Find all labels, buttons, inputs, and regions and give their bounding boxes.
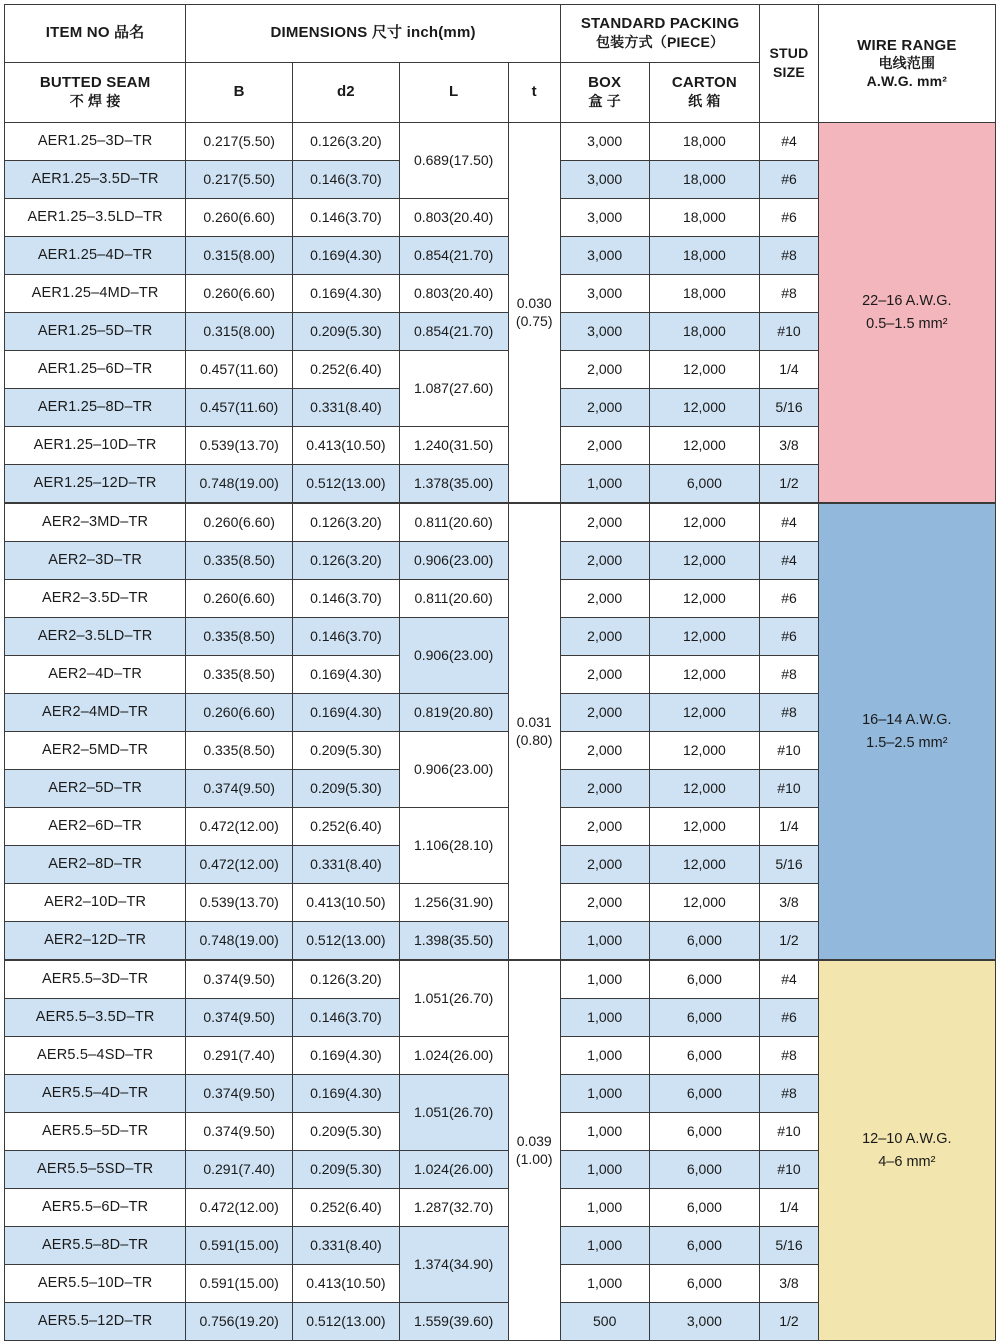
cell-dimension-l: 0.803(20.40) xyxy=(399,275,508,313)
cell-item-no: AER1.25–3D–TR xyxy=(5,123,186,161)
header-b: B xyxy=(186,63,293,123)
cell-item-no: AER5.5–5D–TR xyxy=(5,1113,186,1151)
table-row xyxy=(5,503,996,542)
cell-packing-box: 2,000 xyxy=(560,389,649,427)
cell-dimension-d2: 0.209(5.30) xyxy=(293,313,400,351)
cell-item-no: AER5.5–3D–TR xyxy=(5,960,186,999)
cell-packing-box: 2,000 xyxy=(560,351,649,389)
cell-dimension-l: 0.811(20.60) xyxy=(399,580,508,618)
cell-dimension-d2: 0.512(13.00) xyxy=(293,922,400,961)
cell-item-no: AER5.5–4SD–TR xyxy=(5,1037,186,1075)
cell-packing-box: 1,000 xyxy=(560,922,649,961)
cell-dimension-l: 1.087(27.60) xyxy=(399,351,508,427)
header-box-line2: 盒 子 xyxy=(588,93,621,110)
cell-packing-carton: 18,000 xyxy=(649,275,760,313)
cell-packing-box: 500 xyxy=(560,1303,649,1341)
header-butted-seam xyxy=(5,63,186,123)
cell-packing-box: 1,000 xyxy=(560,1189,649,1227)
cell-stud-size: #6 xyxy=(760,618,818,656)
cell-dimension-b: 0.260(6.60) xyxy=(186,580,293,618)
cell-packing-carton: 6,000 xyxy=(649,1037,760,1075)
cell-dimension-d2: 0.146(3.70) xyxy=(293,580,400,618)
header-carton xyxy=(649,63,760,123)
cell-item-no: AER2–8D–TR xyxy=(5,846,186,884)
cell-dimension-d2: 0.126(3.20) xyxy=(293,503,400,542)
cell-item-no: AER1.25–10D–TR xyxy=(5,427,186,465)
cell-dimension-d2: 0.126(3.20) xyxy=(293,542,400,580)
cell-dimension-l: 1.559(39.60) xyxy=(399,1303,508,1341)
header-d2: d2 xyxy=(293,63,400,123)
cell-packing-box: 1,000 xyxy=(560,999,649,1037)
cell-dimension-d2: 0.169(4.30) xyxy=(293,275,400,313)
cell-packing-box: 2,000 xyxy=(560,732,649,770)
cell-packing-carton: 12,000 xyxy=(649,884,760,922)
cell-packing-box: 1,000 xyxy=(560,1151,649,1189)
cell-dimension-b: 0.335(8.50) xyxy=(186,618,293,656)
cell-dimension-d2: 0.252(6.40) xyxy=(293,808,400,846)
cell-packing-carton: 6,000 xyxy=(649,1265,760,1303)
cell-dimension-b: 0.472(12.00) xyxy=(186,1189,293,1227)
cell-stud-size: #6 xyxy=(760,199,818,237)
header-box-line1: BOX xyxy=(588,74,622,92)
cell-stud-size: #4 xyxy=(760,503,818,542)
cell-packing-carton: 12,000 xyxy=(649,618,760,656)
cell-dimension-d2: 0.331(8.40) xyxy=(293,1227,400,1265)
cell-packing-carton: 12,000 xyxy=(649,503,760,542)
cell-item-no: AER1.25–3.5LD–TR xyxy=(5,199,186,237)
cell-packing-carton: 12,000 xyxy=(649,427,760,465)
cell-dimension-d2: 0.209(5.30) xyxy=(293,770,400,808)
cell-dimension-d2: 0.209(5.30) xyxy=(293,732,400,770)
cell-packing-carton: 12,000 xyxy=(649,656,760,694)
cell-packing-box: 2,000 xyxy=(560,542,649,580)
table-body xyxy=(5,123,996,1341)
cell-dimension-d2: 0.331(8.40) xyxy=(293,846,400,884)
cell-stud-size: #8 xyxy=(760,1075,818,1113)
header-butted-line1: BUTTED SEAM xyxy=(39,74,151,92)
cell-dimension-b: 0.748(19.00) xyxy=(186,465,293,504)
cell-dimension-b: 0.539(13.70) xyxy=(186,884,293,922)
cell-packing-carton: 18,000 xyxy=(649,313,760,351)
cell-dimension-l: 0.854(21.70) xyxy=(399,313,508,351)
cell-dimension-l: 1.051(26.70) xyxy=(399,1075,508,1151)
cell-item-no: AER2–4D–TR xyxy=(5,656,186,694)
table-row xyxy=(5,960,996,999)
cell-dimension-b: 0.260(6.60) xyxy=(186,275,293,313)
header-butted-line2: 不 焊 接 xyxy=(69,93,121,110)
cell-dimension-d2: 0.169(4.30) xyxy=(293,237,400,275)
cell-packing-box: 1,000 xyxy=(560,1037,649,1075)
cell-dimension-b: 0.472(12.00) xyxy=(186,846,293,884)
cell-dimension-l: 1.024(26.00) xyxy=(399,1151,508,1189)
header-wire-range xyxy=(818,5,995,123)
header-carton-line1: CARTON xyxy=(671,74,737,92)
cell-packing-carton: 6,000 xyxy=(649,465,760,504)
cell-stud-size: #8 xyxy=(760,1037,818,1075)
cell-dimension-d2: 0.146(3.70) xyxy=(293,161,400,199)
header-wire-line1: WIRE RANGE xyxy=(857,36,957,54)
cell-dimension-d2: 0.331(8.40) xyxy=(293,389,400,427)
cell-dimension-l: 1.256(31.90) xyxy=(399,884,508,922)
header-box xyxy=(560,63,649,123)
cell-item-no: AER1.25–12D–TR xyxy=(5,465,186,504)
cell-packing-carton: 12,000 xyxy=(649,351,760,389)
cell-dimension-l: 0.811(20.60) xyxy=(399,503,508,542)
cell-packing-carton: 12,000 xyxy=(649,580,760,618)
cell-dimension-d2: 0.512(13.00) xyxy=(293,465,400,504)
cell-dimension-d2: 0.126(3.20) xyxy=(293,123,400,161)
header-standard-packing xyxy=(560,5,759,63)
cell-dimension-b: 0.591(15.00) xyxy=(186,1227,293,1265)
cell-dimension-d2: 0.146(3.70) xyxy=(293,199,400,237)
cell-packing-box: 3,000 xyxy=(560,161,649,199)
cell-packing-carton: 6,000 xyxy=(649,1113,760,1151)
cell-packing-carton: 6,000 xyxy=(649,1151,760,1189)
cell-dimension-b: 0.315(8.00) xyxy=(186,313,293,351)
cell-dimension-b: 0.374(9.50) xyxy=(186,1113,293,1151)
cell-packing-box: 2,000 xyxy=(560,580,649,618)
cell-dimension-l: 0.906(23.00) xyxy=(399,542,508,580)
cell-packing-carton: 6,000 xyxy=(649,999,760,1037)
cell-dimension-b: 0.539(13.70) xyxy=(186,427,293,465)
cell-packing-carton: 12,000 xyxy=(649,846,760,884)
cell-dimension-b: 0.457(11.60) xyxy=(186,351,293,389)
header-stud-line2: SIZE xyxy=(773,63,805,80)
cell-dimension-d2: 0.146(3.70) xyxy=(293,999,400,1037)
cell-item-no: AER2–4MD–TR xyxy=(5,694,186,732)
cell-item-no: AER5.5–10D–TR xyxy=(5,1265,186,1303)
cell-packing-carton: 12,000 xyxy=(649,542,760,580)
cell-packing-box: 2,000 xyxy=(560,427,649,465)
cell-dimension-b: 0.260(6.60) xyxy=(186,694,293,732)
cell-wire-range: 22–16 A.W.G. 0.5–1.5 mm² xyxy=(818,123,995,504)
cell-dimension-d2: 0.209(5.30) xyxy=(293,1113,400,1151)
cell-dimension-l: 1.051(26.70) xyxy=(399,960,508,1037)
cell-dimension-b: 0.335(8.50) xyxy=(186,542,293,580)
header-wire-line3: A.W.G. mm² xyxy=(866,72,948,89)
cell-packing-carton: 12,000 xyxy=(649,389,760,427)
cell-dimension-l: 1.378(35.00) xyxy=(399,465,508,504)
cell-dimension-d2: 0.413(10.50) xyxy=(293,884,400,922)
header-l: L xyxy=(399,63,508,123)
header-item-no: ITEM NO 品名 xyxy=(5,5,186,63)
table-row xyxy=(5,123,996,161)
cell-packing-box: 2,000 xyxy=(560,503,649,542)
cell-packing-box: 1,000 xyxy=(560,1227,649,1265)
cell-item-no: AER1.25–4MD–TR xyxy=(5,275,186,313)
cell-packing-box: 1,000 xyxy=(560,1075,649,1113)
cell-dimension-l: 1.240(31.50) xyxy=(399,427,508,465)
header-dimensions: DIMENSIONS 尺寸 inch(mm) xyxy=(186,5,561,63)
cell-item-no: AER5.5–3.5D–TR xyxy=(5,999,186,1037)
cell-stud-size: 1/2 xyxy=(760,1303,818,1341)
cell-thickness-t: 0.039 (1.00) xyxy=(508,960,560,1341)
cell-item-no: AER5.5–5SD–TR xyxy=(5,1151,186,1189)
cell-dimension-l: 0.689(17.50) xyxy=(399,123,508,199)
cell-dimension-b: 0.217(5.50) xyxy=(186,123,293,161)
cell-packing-box: 3,000 xyxy=(560,237,649,275)
cell-dimension-l: 1.374(34.90) xyxy=(399,1227,508,1303)
cell-packing-carton: 6,000 xyxy=(649,922,760,961)
cell-dimension-d2: 0.146(3.70) xyxy=(293,618,400,656)
cell-packing-carton: 18,000 xyxy=(649,123,760,161)
cell-packing-box: 2,000 xyxy=(560,770,649,808)
cell-packing-carton: 12,000 xyxy=(649,732,760,770)
cell-dimension-d2: 0.252(6.40) xyxy=(293,351,400,389)
cell-packing-box: 3,000 xyxy=(560,313,649,351)
cell-stud-size: #10 xyxy=(760,1151,818,1189)
cell-stud-size: 1/2 xyxy=(760,922,818,961)
cell-stud-size: #10 xyxy=(760,313,818,351)
cell-stud-size: #6 xyxy=(760,580,818,618)
cell-dimension-l: 0.803(20.40) xyxy=(399,199,508,237)
cell-item-no: AER1.25–6D–TR xyxy=(5,351,186,389)
cell-dimension-d2: 0.252(6.40) xyxy=(293,1189,400,1227)
cell-stud-size: #4 xyxy=(760,123,818,161)
cell-item-no: AER2–5MD–TR xyxy=(5,732,186,770)
cell-dimension-b: 0.457(11.60) xyxy=(186,389,293,427)
cell-stud-size: 5/16 xyxy=(760,1227,818,1265)
cell-stud-size: #4 xyxy=(760,960,818,999)
cell-dimension-b: 0.374(9.50) xyxy=(186,1075,293,1113)
cell-packing-carton: 6,000 xyxy=(649,1227,760,1265)
cell-thickness-t: 0.030 (0.75) xyxy=(508,123,560,504)
cell-packing-box: 2,000 xyxy=(560,656,649,694)
cell-packing-carton: 12,000 xyxy=(649,694,760,732)
cell-dimension-l: 1.398(35.50) xyxy=(399,922,508,961)
cell-stud-size: 3/8 xyxy=(760,1265,818,1303)
cell-dimension-d2: 0.413(10.50) xyxy=(293,1265,400,1303)
cell-dimension-l: 1.106(28.10) xyxy=(399,808,508,884)
cell-packing-box: 3,000 xyxy=(560,123,649,161)
cell-packing-box: 2,000 xyxy=(560,618,649,656)
cell-stud-size: #8 xyxy=(760,694,818,732)
header-packing-line2: 包装方式（PIECE） xyxy=(595,34,725,51)
cell-packing-box: 2,000 xyxy=(560,884,649,922)
header-packing-line1: STANDARD PACKING xyxy=(580,15,740,33)
cell-stud-size: #6 xyxy=(760,161,818,199)
cell-dimension-b: 0.748(19.00) xyxy=(186,922,293,961)
cell-packing-carton: 18,000 xyxy=(649,161,760,199)
cell-packing-box: 2,000 xyxy=(560,846,649,884)
cell-packing-carton: 12,000 xyxy=(649,808,760,846)
cell-dimension-d2: 0.512(13.00) xyxy=(293,1303,400,1341)
cell-packing-box: 2,000 xyxy=(560,808,649,846)
cell-dimension-l: 0.906(23.00) xyxy=(399,732,508,808)
cell-dimension-d2: 0.209(5.30) xyxy=(293,1151,400,1189)
cell-stud-size: #10 xyxy=(760,1113,818,1151)
cell-dimension-l: 1.287(32.70) xyxy=(399,1189,508,1227)
cell-item-no: AER5.5–12D–TR xyxy=(5,1303,186,1341)
cell-packing-box: 1,000 xyxy=(560,465,649,504)
cell-packing-carton: 6,000 xyxy=(649,1189,760,1227)
cell-packing-box: 3,000 xyxy=(560,199,649,237)
cell-stud-size: 5/16 xyxy=(760,846,818,884)
cell-stud-size: 1/4 xyxy=(760,351,818,389)
cell-item-no: AER1.25–5D–TR xyxy=(5,313,186,351)
cell-dimension-l: 1.024(26.00) xyxy=(399,1037,508,1075)
table-header xyxy=(5,5,996,123)
cell-item-no: AER5.5–8D–TR xyxy=(5,1227,186,1265)
cell-dimension-b: 0.315(8.00) xyxy=(186,237,293,275)
cell-packing-box: 1,000 xyxy=(560,960,649,999)
cell-dimension-b: 0.217(5.50) xyxy=(186,161,293,199)
cell-stud-size: 1/4 xyxy=(760,808,818,846)
cell-thickness-t: 0.031 (0.80) xyxy=(508,503,560,960)
cell-stud-size: #8 xyxy=(760,656,818,694)
cell-dimension-d2: 0.169(4.30) xyxy=(293,694,400,732)
cell-stud-size: 1/2 xyxy=(760,465,818,504)
cell-wire-range: 16–14 A.W.G. 1.5–2.5 mm² xyxy=(818,503,995,960)
cell-item-no: AER2–6D–TR xyxy=(5,808,186,846)
cell-dimension-b: 0.374(9.50) xyxy=(186,770,293,808)
cell-item-no: AER2–5D–TR xyxy=(5,770,186,808)
cell-dimension-l: 0.819(20.80) xyxy=(399,694,508,732)
header-stud-line1: STUD xyxy=(769,44,809,61)
cell-item-no: AER5.5–4D–TR xyxy=(5,1075,186,1113)
cell-dimension-b: 0.374(9.50) xyxy=(186,999,293,1037)
cell-dimension-l: 0.854(21.70) xyxy=(399,237,508,275)
cell-item-no: AER2–3.5LD–TR xyxy=(5,618,186,656)
cell-item-no: AER2–12D–TR xyxy=(5,922,186,961)
cell-packing-box: 1,000 xyxy=(560,1113,649,1151)
cell-item-no: AER2–3MD–TR xyxy=(5,503,186,542)
cell-packing-carton: 6,000 xyxy=(649,1075,760,1113)
header-wire-line2: 电线范围 xyxy=(878,55,936,72)
cell-packing-carton: 18,000 xyxy=(649,237,760,275)
cell-dimension-d2: 0.169(4.30) xyxy=(293,1037,400,1075)
cell-packing-box: 2,000 xyxy=(560,694,649,732)
cell-packing-box: 1,000 xyxy=(560,1265,649,1303)
cell-packing-carton: 12,000 xyxy=(649,770,760,808)
cell-dimension-d2: 0.413(10.50) xyxy=(293,427,400,465)
terminal-spec-table xyxy=(4,4,996,1341)
cell-dimension-b: 0.260(6.60) xyxy=(186,503,293,542)
cell-dimension-d2: 0.169(4.30) xyxy=(293,656,400,694)
cell-dimension-l: 0.906(23.00) xyxy=(399,618,508,694)
header-t: t xyxy=(508,63,560,123)
cell-packing-box: 3,000 xyxy=(560,275,649,313)
cell-packing-carton: 3,000 xyxy=(649,1303,760,1341)
cell-stud-size: #4 xyxy=(760,542,818,580)
header-carton-line2: 纸 箱 xyxy=(688,93,721,110)
cell-stud-size: #10 xyxy=(760,732,818,770)
cell-dimension-b: 0.591(15.00) xyxy=(186,1265,293,1303)
cell-item-no: AER2–3.5D–TR xyxy=(5,580,186,618)
cell-stud-size: #6 xyxy=(760,999,818,1037)
cell-wire-range: 12–10 A.W.G. 4–6 mm² xyxy=(818,960,995,1341)
cell-stud-size: #8 xyxy=(760,275,818,313)
cell-dimension-b: 0.291(7.40) xyxy=(186,1151,293,1189)
cell-item-no: AER2–10D–TR xyxy=(5,884,186,922)
cell-item-no: AER2–3D–TR xyxy=(5,542,186,580)
cell-packing-carton: 18,000 xyxy=(649,199,760,237)
cell-stud-size: #10 xyxy=(760,770,818,808)
cell-stud-size: #8 xyxy=(760,237,818,275)
cell-dimension-b: 0.472(12.00) xyxy=(186,808,293,846)
cell-item-no: AER1.25–8D–TR xyxy=(5,389,186,427)
cell-item-no: AER5.5–6D–TR xyxy=(5,1189,186,1227)
cell-dimension-b: 0.260(6.60) xyxy=(186,199,293,237)
cell-stud-size: 3/8 xyxy=(760,427,818,465)
cell-dimension-b: 0.335(8.50) xyxy=(186,732,293,770)
cell-packing-carton: 6,000 xyxy=(649,960,760,999)
cell-stud-size: 1/4 xyxy=(760,1189,818,1227)
header-stud-size xyxy=(760,5,818,123)
cell-dimension-b: 0.756(19.20) xyxy=(186,1303,293,1341)
cell-dimension-b: 0.291(7.40) xyxy=(186,1037,293,1075)
cell-dimension-b: 0.374(9.50) xyxy=(186,960,293,999)
cell-item-no: AER1.25–4D–TR xyxy=(5,237,186,275)
cell-dimension-d2: 0.126(3.20) xyxy=(293,960,400,999)
cell-stud-size: 3/8 xyxy=(760,884,818,922)
cell-dimension-b: 0.335(8.50) xyxy=(186,656,293,694)
cell-dimension-d2: 0.169(4.30) xyxy=(293,1075,400,1113)
cell-item-no: AER1.25–3.5D–TR xyxy=(5,161,186,199)
cell-stud-size: 5/16 xyxy=(760,389,818,427)
